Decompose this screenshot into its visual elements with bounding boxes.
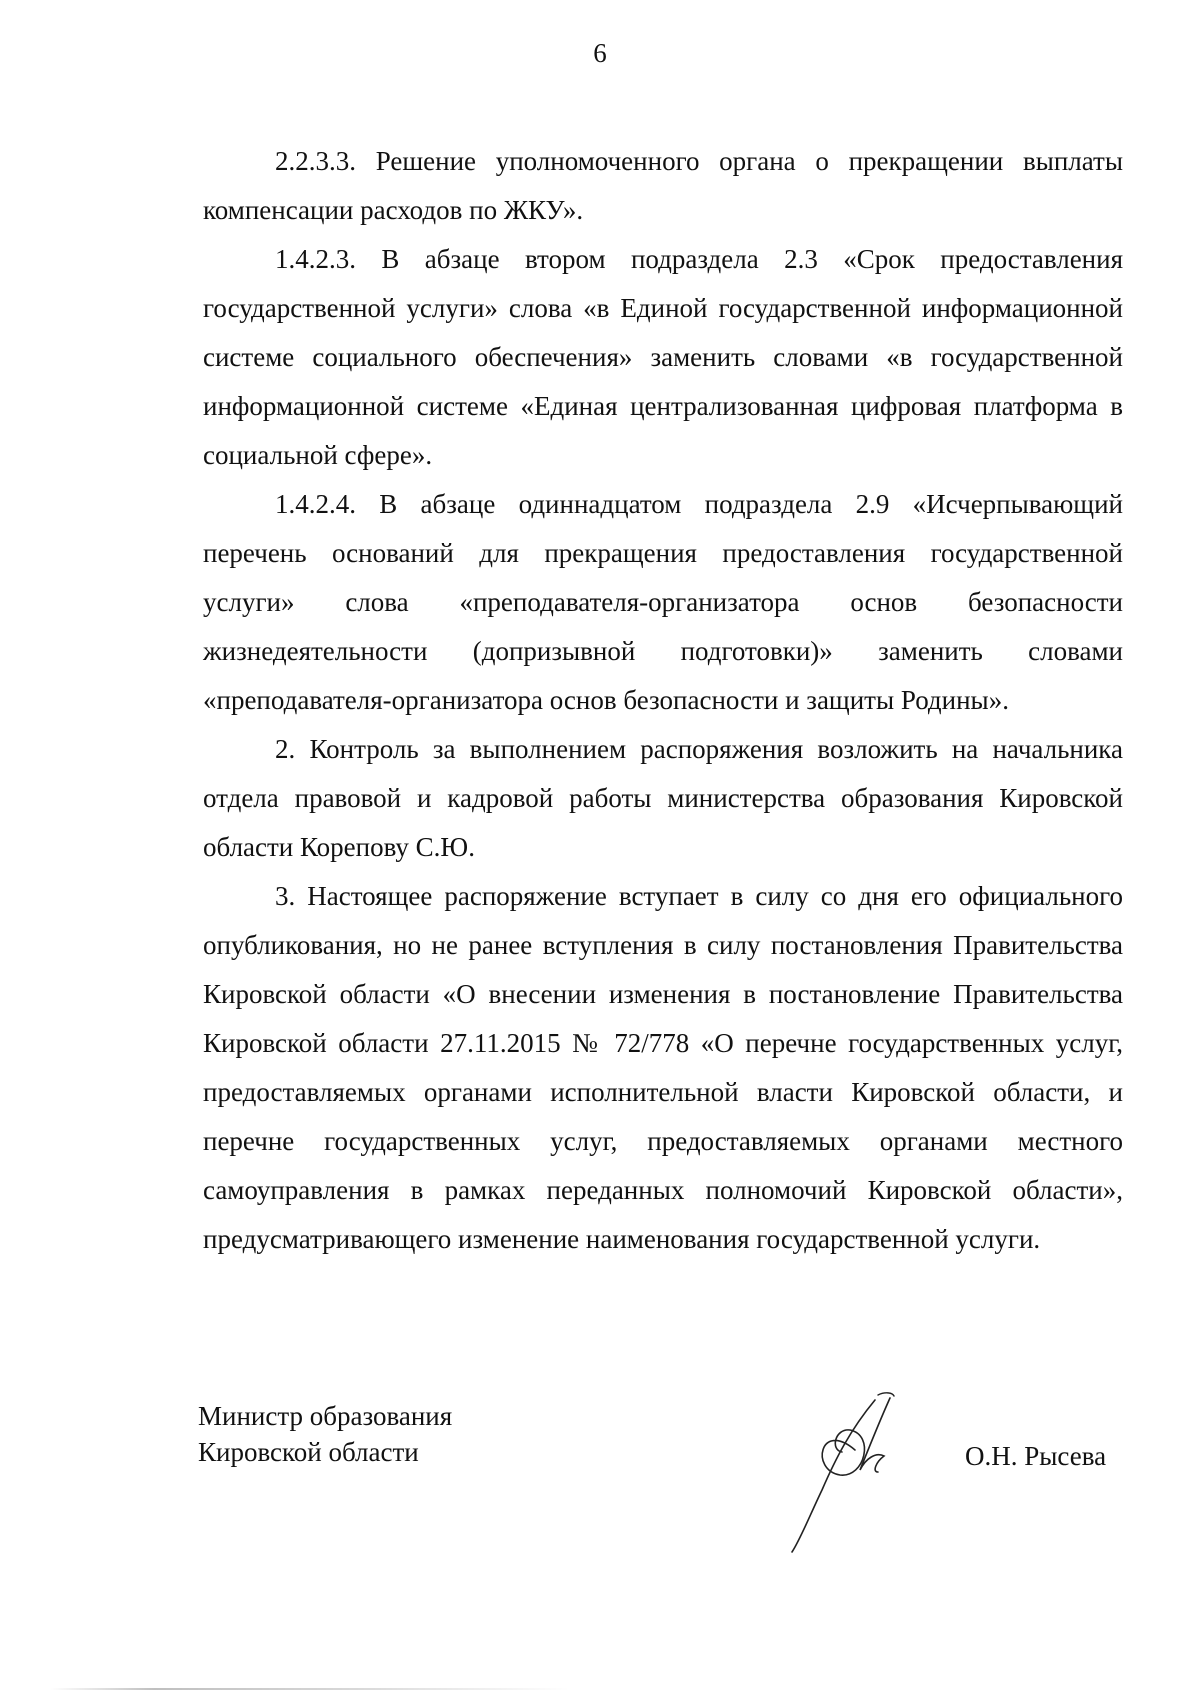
signer-title-line1: Министр образования xyxy=(198,1401,453,1431)
signer-title xyxy=(198,1398,452,1470)
scan-edge-artifact xyxy=(50,1688,570,1690)
paragraph-1-4-2-4: 1.4.2.4. В абзаце одиннадцатом подраздела 2.9 «Исчерпывающий перечень оснований для прекращения предоставления государственной услуги» слова «преподавателя-организатора основ безопасности жизнедеятельности (допризывной подготовки)» заменить словами «преподавателя-организатора основ безопасности и защиты Родины». xyxy=(203,489,1123,715)
signer-name: О.Н. Рысева xyxy=(965,1441,1107,1471)
page-number: 6 xyxy=(593,38,607,68)
handwritten-signature xyxy=(780,1380,930,1560)
paragraph-effective-date: 3. Настоящее распоряжение вступает в силу со дня его официального опубликования, но не ранее вступления в силу постановления Правительства Кировской области «О внесении изменения в постановление Правительства Кировской области 27.11.2015 № 72/778 «О перечне государственных услуг, предоставляемых органами исполнительной власти Кировской области, и перечне государственных услуг, предоставляемых органами местного самоуправления в рамках переданных полномочий Кировской области», предусматривающего изменение наименования государственной услуги. xyxy=(203,881,1123,1254)
signer-title-line2: Кировской области xyxy=(198,1437,419,1467)
paragraph-1-4-2-3: 1.4.2.3. В абзаце втором подраздела 2.3 «Срок предоставления государственной услуги» слова «в Единой государственной информационной системе социального обеспечения» заменить словами «в государственной информационной системе «Единая централизованная цифровая платформа в социальной сфере». xyxy=(203,244,1123,470)
paragraph-control: 2. Контроль за выполнением распоряжения возложить на начальника отдела правовой и кадровой работы министерства образования Кировской области Корепову С.Ю. xyxy=(203,734,1123,862)
document-body xyxy=(203,137,1123,1264)
paragraph-2-2-3-3: 2.2.3.3. Решение уполномоченного органа о прекращении выплаты компенсации расходов по ЖКУ». xyxy=(203,146,1123,225)
